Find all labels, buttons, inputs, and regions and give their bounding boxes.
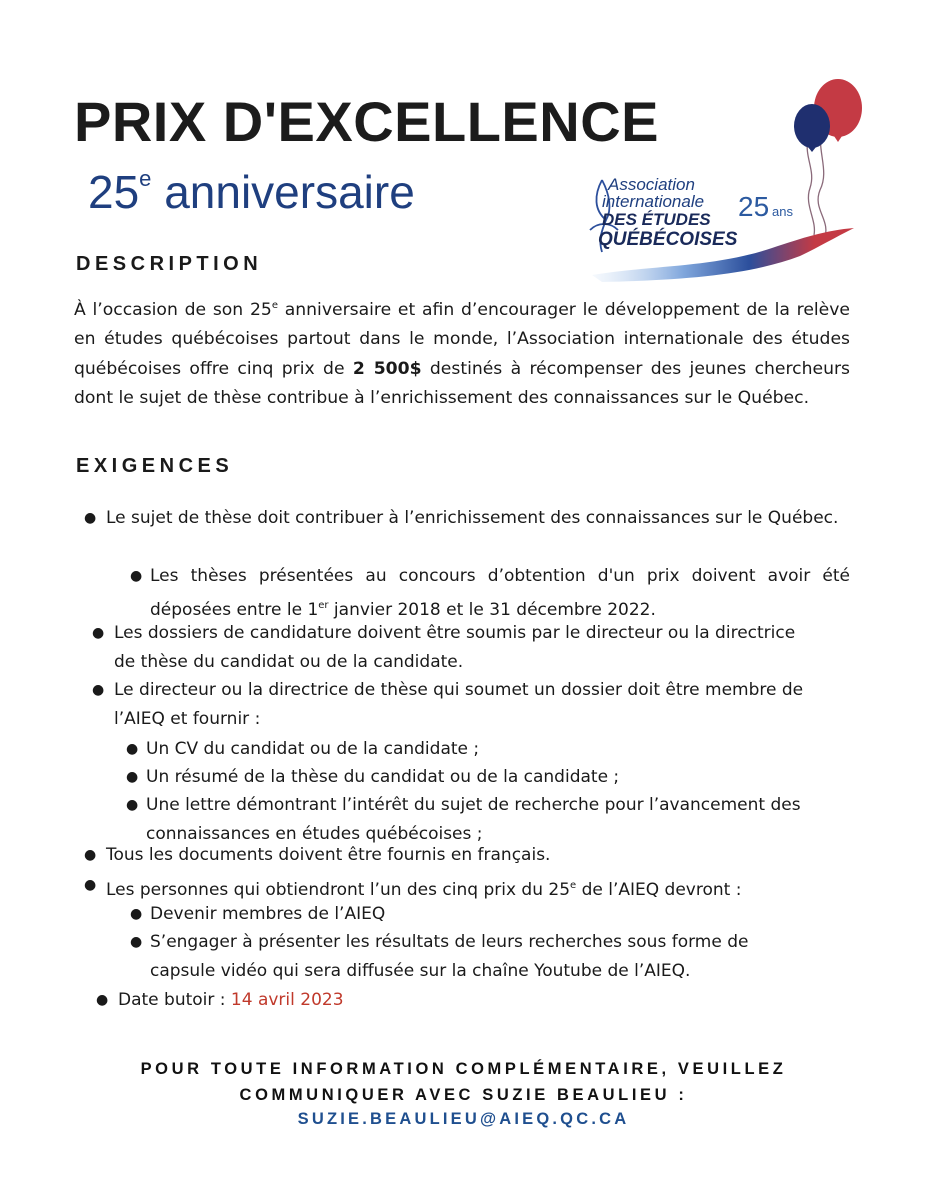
requirement-subitem: Un résumé de la thèse du candidat ou de la candidate ; — [146, 767, 620, 787]
subtitle-sup: e — [139, 166, 152, 191]
bullet-icon: ● — [96, 992, 109, 1008]
navy-balloon — [794, 104, 830, 148]
logo-line-association: Association — [608, 175, 695, 194]
requirement-item: Les personnes qui obtiendront l’un des cinq prix du 25e de l’AIEQ devront : — [106, 880, 742, 900]
requirement-subitem: Un CV du candidat ou de la candidate ; — [146, 739, 480, 759]
page-subtitle — [88, 166, 415, 218]
contact-email-link[interactable]: SUZIE.BEAULIEU@AIEQ.QC.CA — [297, 1110, 630, 1128]
footer-line-2: COMMUNIQUER AVEC SUZIE BEAULIEU : — [239, 1086, 688, 1104]
footer-line-1: POUR TOUTE INFORMATION COMPLÉMENTAIRE, VEUILLEZ — [140, 1060, 787, 1078]
bullet-icon: ● — [130, 568, 143, 584]
deadline — [118, 986, 818, 1015]
bullet-icon: ● — [130, 906, 143, 922]
bullet-icon: ● — [126, 797, 139, 813]
bullet-icon: ● — [92, 625, 105, 641]
bullet-icon: ● — [92, 682, 105, 698]
bullet-icon: ● — [84, 877, 97, 893]
deadline-value: 14 avril 2023 — [230, 990, 344, 1010]
red-balloon-knot — [834, 136, 842, 142]
requirement-subitem: Les thèses présentées au concours d’obtention d'un prix doivent avoir été déposées entre le 1er janvier 2018 et le 31 décembre 2022. — [150, 566, 850, 620]
bullet-icon: ● — [84, 510, 97, 526]
requirement-item: Les dossiers de candidature doivent être soumis par le directeur ou la directrice de thèse du candidat ou de la candidate. — [114, 623, 796, 672]
subtitle-text: anniversaire — [151, 166, 415, 218]
balloon-string — [807, 138, 814, 235]
description-text: À l’occasion de son 25e anniversaire et afin d’encourager le développement de la relève en études québécoises partout dans le monde, l’Association internationale des études québécoises offre cinq prix de 2 500$ destinés à récompenser des jeunes chercheurs dont le sujet de thèse contribue à l’enrichissement des connaissances sur le Québec. — [74, 300, 851, 409]
requirement-subitem: Une lettre démontrant l’intérêt du sujet de recherche pour l’avancement des connaissances en études québécoises ; — [146, 795, 801, 844]
bullet-icon: ● — [126, 769, 139, 785]
logo-anniversary-number: 25 — [738, 191, 770, 222]
page-title: PRIX D'EXCELLENCE — [74, 90, 660, 153]
description-heading: DESCRIPTION — [76, 253, 263, 275]
navy-balloon-knot — [808, 147, 816, 152]
deadline-label: Date butoir : — [118, 990, 231, 1010]
logo-line-internationale: internationale — [602, 192, 705, 211]
bullet-icon: ● — [130, 934, 143, 950]
requirement-item: Le directeur ou la directrice de thèse qui soumet un dossier doit être membre de l’AIEQ et fournir : — [114, 680, 804, 729]
requirement-item: Tous les documents doivent être fournis en français. — [106, 845, 551, 865]
requirements-heading: EXIGENCES — [76, 455, 234, 477]
subtitle-number: 25 — [88, 166, 140, 218]
requirement-item: Le sujet de thèse doit contribuer à l’enrichissement des connaissances sur le Québec. — [106, 508, 839, 528]
requirement-subitem: S’engager à présenter les résultats de leurs recherches sous forme de capsule vidéo qui sera diffusée sur la chaîne Youtube de l’AIEQ. — [150, 932, 749, 981]
logo-line-quebecoises: QUÉBÉCOISES — [598, 229, 738, 250]
logo-line-des-etudes: DES ÉTUDES — [602, 210, 711, 229]
requirement-subitem: Devenir membres de l’AIEQ — [150, 904, 386, 924]
logo-anniversary-unit: ans — [772, 204, 793, 219]
prize-amount: 2 500$ — [352, 358, 422, 379]
bullet-icon: ● — [126, 741, 139, 757]
bullet-icon: ● — [84, 847, 97, 863]
